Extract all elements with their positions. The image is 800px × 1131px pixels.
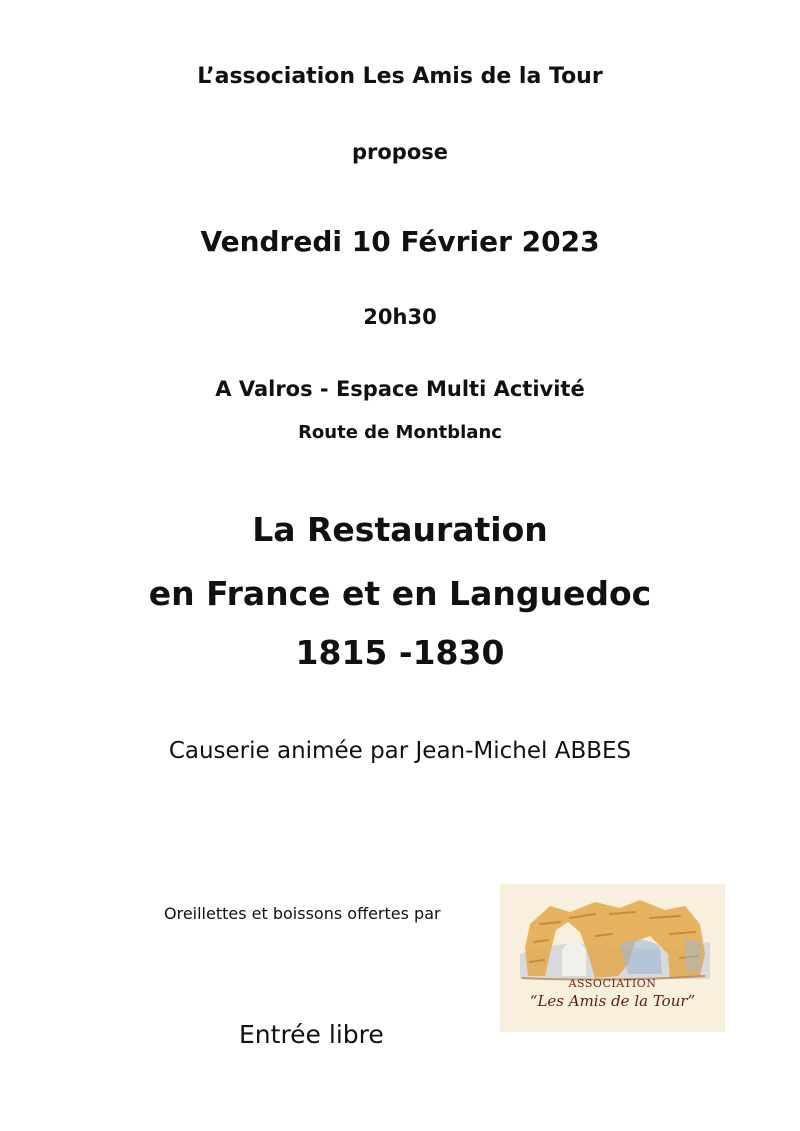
event-road: Route de Montblanc	[298, 422, 502, 443]
speaker-line: Causerie animée par Jean-Michel ABBES	[168, 738, 632, 764]
refreshments-note: Oreillettes et boissons offertes par	[164, 904, 441, 923]
talk-title-line-3: 1815 -1830	[295, 633, 505, 672]
logo-association-label: ASSOCIATION	[568, 977, 657, 990]
organizer-line: L’association Les Amis de la Tour	[197, 64, 603, 89]
event-date: Vendredi 10 Février 2023	[200, 225, 600, 258]
association-logo	[500, 884, 725, 1032]
talk-title-line-2: en France et en Languedoc	[148, 574, 652, 613]
talk-title-line-1: La Restauration	[252, 510, 548, 549]
event-time: 20h30	[363, 305, 437, 329]
logo-association-name: “Les Amis de la Tour”	[529, 992, 696, 1010]
event-venue: A Valros - Espace Multi Activité	[215, 377, 585, 401]
proposes-line: propose	[351, 140, 449, 164]
free-entry-note: Entrée libre	[239, 1020, 384, 1049]
